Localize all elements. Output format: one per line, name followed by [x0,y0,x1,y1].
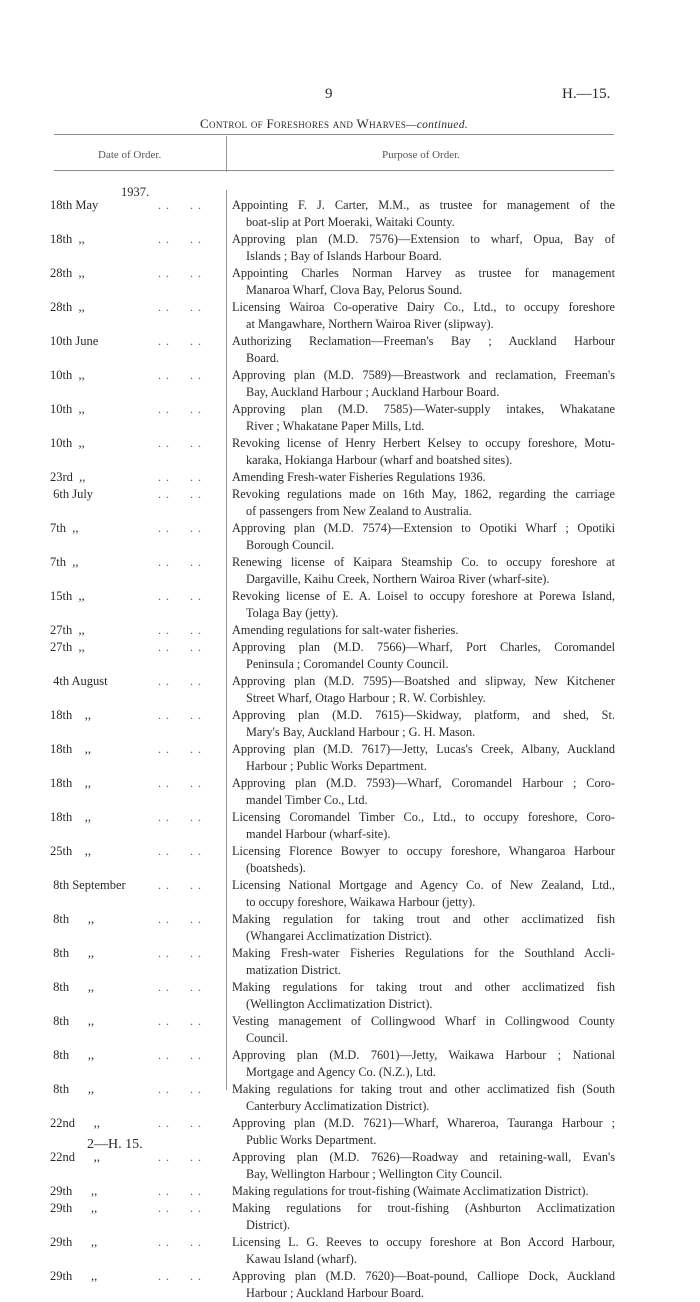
table-row [0,877,700,911]
table-row [0,1081,700,1115]
leader-dots: . . . . [158,1014,202,1028]
table-row [0,945,700,979]
order-purpose [232,1081,615,1115]
table-row [0,588,700,622]
purpose-line-1: Licensing Florence Bowyer to occupy foreshore, Whangaroa Harbour [232,844,615,858]
order-purpose [232,775,615,809]
order-purpose [232,877,615,911]
purpose-line-1: Approving plan (M.D. 7574)—Extension to Opotiki Wharf ; Opotiki [232,521,615,535]
order-date: 8th ,, [50,1014,95,1028]
purpose-line-1: Licensing Wairoa Co-operative Dairy Co., Ltd., to occupy foreshore [232,300,615,314]
order-date: 18th ,, [50,776,91,790]
leader-dots: . . . . [158,1048,202,1062]
leader-dots: . . . . [158,1082,202,1096]
order-date: 23rd ,, [50,470,86,484]
column-divider [226,136,227,172]
purpose-line-1: Approving plan (M.D. 7566)—Wharf, Port Charles, Coromandel [232,640,615,654]
title-suffix: —continued. [406,119,468,131]
order-date: 18th ,, [50,810,91,824]
order-date: 8th ,, [50,1048,95,1062]
table-row [0,520,700,554]
leader-dots: . . . . [158,844,202,858]
order-purpose [232,1268,615,1302]
table-row [0,639,700,673]
order-purpose [232,588,615,622]
purpose-line-1: Licensing L. G. Reeves to occupy foreshore at Bon Accord Harbour, [232,1235,615,1249]
table-row [0,1149,700,1183]
purpose-line-2: (Whangarei Acclimatization District). [246,929,433,943]
order-purpose [232,486,615,520]
purpose-line-2: Borough Council. [246,538,335,552]
purpose-line-2: Peninsula ; Coromandel County Council. [246,657,449,671]
leader-dots: . . . . [158,198,202,212]
leader-dots: . . . . [158,946,202,960]
order-date: 8th September [50,878,126,892]
leader-dots: . . . . [158,589,202,603]
purpose-line-1: Revoking regulations made on 16th May, 1862, regarding the carriage [232,487,615,501]
purpose-line-1: Approving plan (M.D. 7576)—Extension to wharf, Opua, Bay of [232,232,615,246]
order-date: 29th ,, [50,1184,98,1198]
order-date: 25th ,, [50,844,91,858]
leader-dots: . . . . [158,640,202,654]
leader-dots: . . . . [158,521,202,535]
table-row [0,486,700,520]
purpose-line-2: Bay, Wellington Harbour ; Wellington City Council. [246,1167,503,1181]
leader-dots: . . . . [158,980,202,994]
table-row [0,367,700,401]
leader-dots: . . . . [158,402,202,416]
purpose-line-2: of passengers from New Zealand to Australia. [246,504,472,518]
purpose-line-1: Making Fresh-water Fisheries Regulations for the Southland Accli- [232,946,615,960]
order-purpose [232,1234,615,1268]
leader-dots: . . . . [158,776,202,790]
header-top-rule [54,134,614,135]
table-row [0,622,700,639]
leader-dots: . . . . [158,912,202,926]
leader-dots: . . . . [158,810,202,824]
order-date: 7th ,, [50,521,79,535]
table-row [0,265,700,299]
purpose-line-2: District). [246,1218,291,1232]
purpose-line-2: Bay, Auckland Harbour ; Auckland Harbour Board. [246,385,500,399]
purpose-line-2: Public Works Department. [246,1133,377,1147]
table-row [0,741,700,775]
order-purpose [232,639,615,673]
table-row [0,1183,700,1200]
order-purpose [232,299,615,333]
order-purpose [232,1149,615,1183]
leader-dots: . . . . [158,878,202,892]
leader-dots: . . . . [158,742,202,756]
purpose-line-1: Authorizing Reclamation—Freeman's Bay ; Auckland Harbour [232,334,615,348]
leader-dots: . . . . [158,368,202,382]
order-date: 8th ,, [50,980,95,994]
purpose-line-1: Approving plan (M.D. 7621)—Wharf, Whareroa, Tauranga Harbour ; [232,1116,615,1130]
purpose-line-1: Approving plan (M.D. 7615)—Skidway, platform, and shed, St. [232,708,615,722]
purpose-line-1: Licensing Coromandel Timber Co., Ltd., to occupy foreshore, Coro- [232,810,615,824]
table-row [0,1268,700,1302]
order-date: 29th ,, [50,1201,98,1215]
leader-dots: . . . . [158,436,202,450]
date-column-header: Date of Order. [98,149,162,161]
order-purpose [232,673,615,707]
leader-dots: . . . . [158,1269,202,1283]
purpose-line-2: karaka, Hokianga Harbour (wharf and boatshed sites). [246,453,513,467]
order-purpose [232,1115,615,1149]
table-row [0,401,700,435]
purpose-line-1: Approving plan (M.D. 7585)—Water-supply intakes, Whakatane [232,402,615,416]
order-purpose [232,469,615,486]
purpose-line-1: Approving plan (M.D. 7626)—Roadway and retaining-wall, Evan's [232,1150,615,1164]
purpose-line-1: Approving plan (M.D. 7620)—Boat-pound, Calliope Dock, Auckland [232,1269,615,1283]
purpose-line-1: Appointing Charles Norman Harvey as trustee for management [232,266,615,280]
leader-dots: . . . . [158,623,202,637]
order-date: 10th ,, [50,436,85,450]
leader-dots: . . . . [158,266,202,280]
order-date: 15th ,, [50,589,85,603]
table-row [0,707,700,741]
leader-dots: . . . . [158,232,202,246]
purpose-line-1: Revoking license of E. A. Loisel to occupy foreshore at Porewa Island, [232,589,615,603]
purpose-line-1: Appointing F. J. Carter, M.M., as trustee for management of the [232,198,615,212]
leader-dots: . . . . [158,334,202,348]
order-date: 29th ,, [50,1269,98,1283]
order-date: 18th ,, [50,232,85,246]
order-purpose [232,945,615,979]
year-label: 1937. [121,185,150,199]
table-row [0,911,700,945]
purpose-line-1: Amending Fresh-water Fisheries Regulations 1936. [232,470,486,484]
purpose-line-2: to occupy foreshore, Waikawa Harbour (jetty). [246,895,476,909]
leader-dots: . . . . [158,708,202,722]
leader-dots: . . . . [158,1235,202,1249]
purpose-line-1: Approving plan (M.D. 7593)—Wharf, Coromandel Harbour ; Coro- [232,776,615,790]
order-purpose [232,333,615,367]
purpose-line-2: mandel Timber Co., Ltd. [246,793,368,807]
order-purpose [232,741,615,775]
table-row [0,673,700,707]
leader-dots: . . . . [158,1184,202,1198]
page-number: 9 [325,86,333,102]
purpose-line-1: Renewing license of Kaipara Steamship Co. to occupy foreshore at [232,555,615,569]
table-row [0,299,700,333]
order-purpose [232,367,615,401]
order-date: 28th ,, [50,266,85,280]
order-date: 10th June [50,334,99,348]
order-date: 18th ,, [50,708,91,722]
leader-dots: . . . . [158,674,202,688]
purpose-line-1: Making regulations for taking trout and other acclimatized fish [232,980,615,994]
table-row [0,231,700,265]
order-purpose [232,622,615,639]
purpose-line-2: Tolaga Bay (jetty). [246,606,339,620]
purpose-line-1: Vesting management of Collingwood Wharf in Collingwood County [232,1014,615,1028]
purpose-line-2: mandel Harbour (wharf-site). [246,827,391,841]
order-date: 22nd ,, [50,1116,100,1130]
purpose-line-2: matization District. [246,963,341,977]
purpose-line-1: Making regulations for taking trout and other acclimatized fish (South [232,1082,615,1096]
purpose-line-2: at Mangawhare, Northern Wairoa River (slipway). [246,317,494,331]
leader-dots: . . . . [158,470,202,484]
purpose-line-1: Making regulations for trout-fishing (Ashburton Acclimatization [232,1201,615,1215]
order-purpose [232,1013,615,1047]
table-row [0,843,700,877]
order-purpose [232,1183,615,1200]
purpose-line-1: Amending regulations for salt-water fisheries. [232,623,459,637]
purpose-line-1: Making regulations for trout-fishing (Waimate Acclimatization District). [232,1184,589,1198]
header-bottom-rule [54,170,614,171]
leader-dots: . . . . [158,487,202,501]
purpose-line-2: Canterbury Acclimatization District). [246,1099,430,1113]
leader-dots: . . . . [158,1150,202,1164]
order-date: 18th ,, [50,742,91,756]
table-row [0,435,700,469]
order-purpose [232,231,615,265]
table-row [0,333,700,367]
order-purpose [232,809,615,843]
order-purpose [232,1200,615,1234]
purpose-line-1: Approving plan (M.D. 7601)—Jetty, Waikawa Harbour ; National [232,1048,615,1062]
table-row [0,1013,700,1047]
purpose-line-2: Mary's Bay, Auckland Harbour ; G. H. Mason. [246,725,476,739]
page-title [0,116,668,132]
leader-dots: . . . . [158,1116,202,1130]
purpose-line-2: Harbour ; Public Works Department. [246,759,427,773]
footer-reference: 2—H. 15. [87,1137,143,1152]
purpose-line-2: Dargaville, Kaihu Creek, Northern Wairoa River (wharf-site). [246,572,550,586]
order-purpose [232,1047,615,1081]
table-row [0,469,700,486]
order-date: 18th May [50,198,99,212]
order-date: 8th ,, [50,1082,95,1096]
purpose-line-2: Harbour ; Auckland Harbour Board. [246,1286,424,1300]
purpose-line-2: boat-slip at Port Moeraki, Waitaki County. [246,215,455,229]
order-date: 29th ,, [50,1235,98,1249]
order-purpose [232,435,615,469]
purpose-line-2: Street Wharf, Otago Harbour ; R. W. Corbishley. [246,691,486,705]
purpose-line-2: Mortgage and Agency Co. (N.Z.), Ltd. [246,1065,436,1079]
order-date: 4th August [50,674,108,688]
order-purpose [232,707,615,741]
purpose-line-1: Revoking license of Henry Herbert Kelsey to occupy foreshore, Motu- [232,436,615,450]
order-purpose [232,554,615,588]
order-date: 27th ,, [50,640,85,654]
purpose-line-2: Council. [246,1031,289,1045]
purpose-line-1: Approving plan (M.D. 7595)—Boatshed and slipway, New Kitchener [232,674,615,688]
leader-dots: . . . . [158,555,202,569]
order-date: 7th ,, [50,555,79,569]
order-purpose [232,520,615,554]
table-row [0,197,700,231]
table-row [0,809,700,843]
order-date: 28th ,, [50,300,85,314]
order-date: 8th ,, [50,912,95,926]
purpose-line-1: Making regulation for taking trout and other acclimatized fish [232,912,615,926]
purpose-line-2: Kawau Island (wharf). [246,1252,357,1266]
table-row [0,554,700,588]
table-row [0,1047,700,1081]
order-purpose [232,843,615,877]
purpose-line-1: Approving plan (M.D. 7617)—Jetty, Lucas's Creek, Albany, Auckland [232,742,615,756]
purpose-line-1: Licensing National Mortgage and Agency Co. of New Zealand, Ltd., [232,878,615,892]
order-purpose [232,401,615,435]
table-row [0,1200,700,1234]
purpose-line-2: Manaroa Wharf, Clova Bay, Pelorus Sound. [246,283,463,297]
table-row [0,1234,700,1268]
purpose-line-1: Approving plan (M.D. 7589)—Breastwork and reclamation, Freeman's [232,368,615,382]
order-purpose [232,265,615,299]
purpose-line-2: Islands ; Bay of Islands Harbour Board. [246,249,442,263]
order-date: 10th ,, [50,402,85,416]
document-reference: H.—15. [562,86,611,102]
order-date: 8th ,, [50,946,95,960]
table-row [0,775,700,809]
purpose-column-header: Purpose of Order. [382,149,460,161]
purpose-line-2: (Wellington Acclimatization District). [246,997,433,1011]
order-date: 10th ,, [50,368,85,382]
order-date: 6th July [50,487,94,501]
order-date: 27th ,, [50,623,85,637]
leader-dots: . . . . [158,1201,202,1215]
purpose-line-2: (boatsheds). [246,861,306,875]
order-date: 22nd ,, [50,1150,100,1164]
leader-dots: . . . . [158,300,202,314]
order-purpose [232,979,615,1013]
order-purpose [232,197,615,231]
purpose-line-2: River ; Whakatane Paper Mills, Ltd. [246,419,425,433]
purpose-line-2: Board. [246,351,280,365]
order-purpose [232,911,615,945]
table-row [0,979,700,1013]
title-main: Control of Foreshores and Wharves [200,116,407,131]
